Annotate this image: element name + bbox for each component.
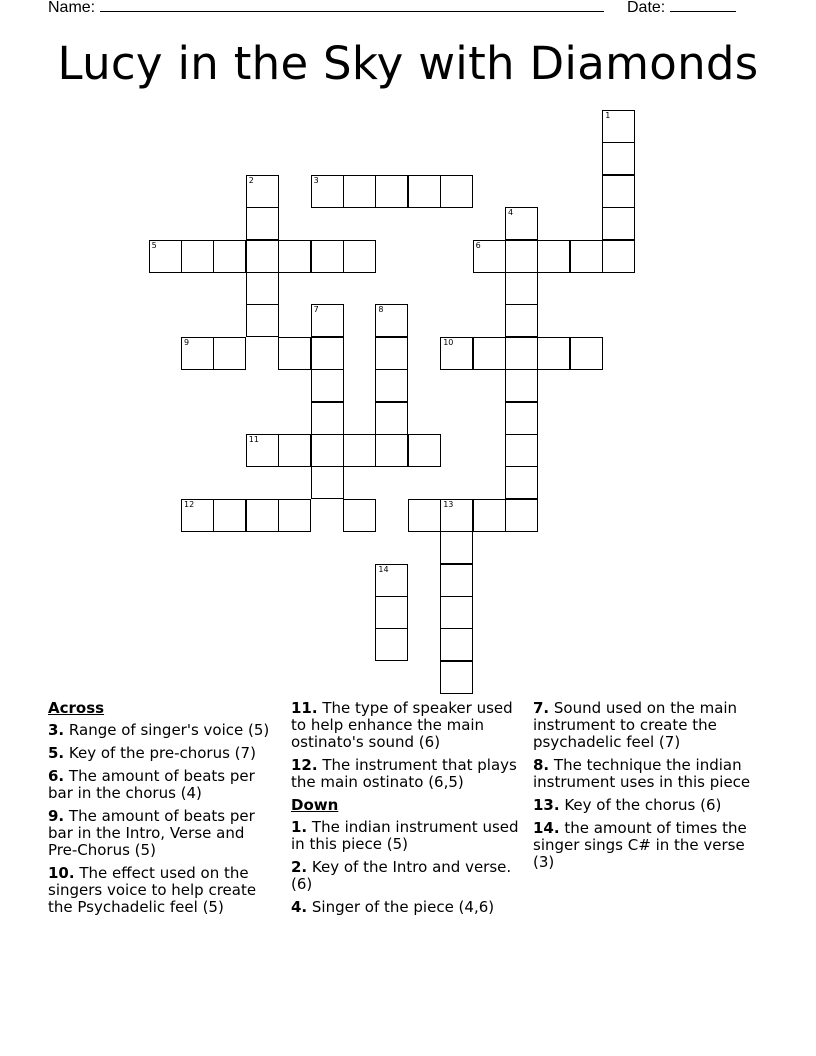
clue-text: The instrument that plays the main ostinato (6,5) [291, 756, 517, 791]
clue-number: 13. [533, 796, 560, 814]
crossword-cell[interactable] [375, 369, 408, 402]
crossword-cell[interactable] [505, 499, 538, 532]
crossword-cell[interactable] [311, 434, 344, 467]
crossword-cell[interactable] [505, 466, 538, 499]
crossword-cell[interactable] [570, 240, 603, 273]
clue-number: 9. [48, 807, 65, 825]
crossword-cell[interactable] [408, 434, 441, 467]
crossword-cell[interactable] [505, 369, 538, 402]
crossword-cell[interactable] [408, 175, 441, 208]
crossword-cell[interactable] [505, 240, 538, 273]
crossword-cell[interactable] [375, 628, 408, 661]
crossword-cell[interactable] [602, 175, 635, 208]
page-title: Lucy in the Sky with Diamonds [57, 37, 759, 90]
crossword-cell[interactable] [440, 564, 473, 597]
clue-number: 7. [533, 699, 550, 717]
clue-across-6 [48, 768, 276, 802]
crossword-cell[interactable] [343, 175, 376, 208]
cell-number: 7 [313, 305, 319, 315]
crossword-cell[interactable] [181, 337, 214, 370]
clue-text: The technique the indian instrument uses in this piece [533, 756, 751, 791]
crossword-cell[interactable] [602, 110, 635, 143]
crossword-cell[interactable] [181, 499, 214, 532]
crossword-cell[interactable] [440, 175, 473, 208]
crossword-cell[interactable] [408, 499, 441, 532]
clue-number: 12. [291, 756, 318, 774]
clue-across-5 [48, 745, 276, 762]
cell-number: 2 [248, 175, 254, 185]
crossword-cell[interactable] [278, 434, 311, 467]
crossword-cell[interactable] [278, 337, 311, 370]
crossword-cell[interactable] [602, 240, 635, 273]
crossword-cell[interactable] [246, 304, 279, 337]
clue-text: The effect used on the singers voice to help create the Psychadelic feel (5) [48, 864, 257, 916]
crossword-cell[interactable] [473, 240, 506, 273]
clue-text: Sound used on the main instrument to create the psychadelic feel (7) [533, 699, 738, 751]
crossword-cell[interactable] [440, 531, 473, 564]
crossword-cell[interactable] [375, 564, 408, 597]
crossword-cell[interactable] [246, 240, 279, 273]
clues-column-1 [48, 700, 276, 922]
crossword-cell[interactable] [311, 175, 344, 208]
clues-column-2 [291, 700, 519, 922]
clue-text: Key of the pre-chorus (7) [64, 744, 256, 762]
date-label: Date: [627, 0, 666, 16]
clue-number: 10. [48, 864, 75, 882]
crossword-cell[interactable] [278, 499, 311, 532]
clue-number: 2. [291, 858, 308, 876]
crossword-cell[interactable] [246, 499, 279, 532]
crossword-cell[interactable] [505, 402, 538, 435]
cell-number: 5 [151, 240, 157, 250]
crossword-cell[interactable] [440, 499, 473, 532]
crossword-cell[interactable] [246, 207, 279, 240]
clue-number: 5. [48, 744, 65, 762]
crossword-cell[interactable] [311, 337, 344, 370]
clue-down-1 [291, 819, 519, 853]
crossword-cell[interactable] [505, 337, 538, 370]
clue-down-4 [291, 899, 519, 916]
crossword-cell[interactable] [440, 628, 473, 661]
down-heading: Down [291, 796, 339, 814]
crossword-cell[interactable] [343, 499, 376, 532]
clue-number: 11. [291, 699, 318, 717]
crossword-cell[interactable] [278, 240, 311, 273]
clue-number: 3. [48, 721, 65, 739]
crossword-cell[interactable] [375, 596, 408, 629]
clue-text: The amount of beats per bar in the chorus (4) [48, 767, 255, 802]
clue-text: The amount of beats per bar in the Intro, Verse and Pre-Chorus (5) [48, 807, 255, 859]
clue-down-8 [533, 757, 765, 791]
clues-column-3 [533, 700, 765, 877]
crossword-cell[interactable] [311, 402, 344, 435]
crossword-cell[interactable] [311, 240, 344, 273]
clue-across-9 [48, 808, 276, 859]
crossword-cell[interactable] [375, 434, 408, 467]
crossword-cell[interactable] [473, 337, 506, 370]
crossword-cell[interactable] [537, 240, 570, 273]
crossword-cell[interactable] [311, 369, 344, 402]
clue-number: 4. [291, 898, 308, 916]
crossword-cell[interactable] [505, 272, 538, 305]
crossword-cell[interactable] [246, 434, 279, 467]
clue-text: Key of the Intro and verse. (6) [291, 858, 512, 893]
clue-text: Key of the chorus (6) [559, 796, 722, 814]
clue-text: The type of speaker used to help enhance the main ostinato's sound (6) [291, 699, 513, 751]
cell-number: 14 [378, 564, 389, 574]
crossword-cell[interactable] [505, 434, 538, 467]
clue-text: Range of singer's voice (5) [64, 721, 270, 739]
cell-number: 4 [508, 208, 514, 218]
cell-number: 12 [184, 499, 195, 509]
clue-number: 6. [48, 767, 65, 785]
cell-number: 10 [443, 337, 454, 347]
cell-number: 9 [184, 337, 190, 347]
crossword-cell[interactable] [149, 240, 182, 273]
crossword-cell[interactable] [440, 596, 473, 629]
crossword-cell[interactable] [505, 304, 538, 337]
clue-down-2 [291, 859, 519, 893]
crossword-cell[interactable] [213, 337, 246, 370]
crossword-cell[interactable] [570, 337, 603, 370]
cell-number: 3 [313, 175, 319, 185]
crossword-cell[interactable] [213, 499, 246, 532]
cell-number: 11 [248, 434, 259, 444]
cell-number: 13 [443, 499, 454, 509]
crossword-cell[interactable] [343, 240, 376, 273]
crossword-cell[interactable] [375, 175, 408, 208]
crossword-cell[interactable] [375, 402, 408, 435]
clue-text: the amount of times the singer sings C# in the verse (3) [533, 819, 747, 871]
clue-across-11 [291, 700, 519, 751]
clue-down-7 [533, 700, 765, 751]
crossword-cell[interactable] [440, 337, 473, 370]
clue-text: Singer of the piece (4,6) [307, 898, 495, 916]
crossword-cell[interactable] [246, 175, 279, 208]
clue-text: The indian instrument used in this piece (5) [291, 818, 519, 853]
crossword-cell[interactable] [602, 142, 635, 175]
crossword-cell[interactable] [537, 337, 570, 370]
crossword-cell[interactable] [375, 304, 408, 337]
crossword-cell[interactable] [602, 207, 635, 240]
crossword-cell[interactable] [440, 661, 473, 694]
crossword-cell[interactable] [343, 434, 376, 467]
clue-across-3 [48, 722, 276, 739]
across-heading: Across [48, 699, 105, 717]
clue-number: 1. [291, 818, 308, 836]
crossword-cell[interactable] [311, 466, 344, 499]
crossword-cell[interactable] [181, 240, 214, 273]
crossword-cell[interactable] [246, 272, 279, 305]
crossword-cell[interactable] [505, 207, 538, 240]
clue-down-14 [533, 820, 765, 871]
name-label: Name: [48, 0, 96, 16]
cell-number: 1 [605, 110, 611, 120]
clue-number: 8. [533, 756, 550, 774]
clue-across-12 [291, 757, 519, 791]
clue-across-10 [48, 865, 276, 916]
crossword-cell[interactable] [311, 304, 344, 337]
crossword-cell[interactable] [473, 499, 506, 532]
cell-number: 8 [378, 305, 384, 315]
cell-number: 6 [475, 240, 481, 250]
clue-number: 14. [533, 819, 560, 837]
crossword-cell[interactable] [213, 240, 246, 273]
crossword-cell[interactable] [375, 337, 408, 370]
clue-down-13 [533, 797, 765, 814]
